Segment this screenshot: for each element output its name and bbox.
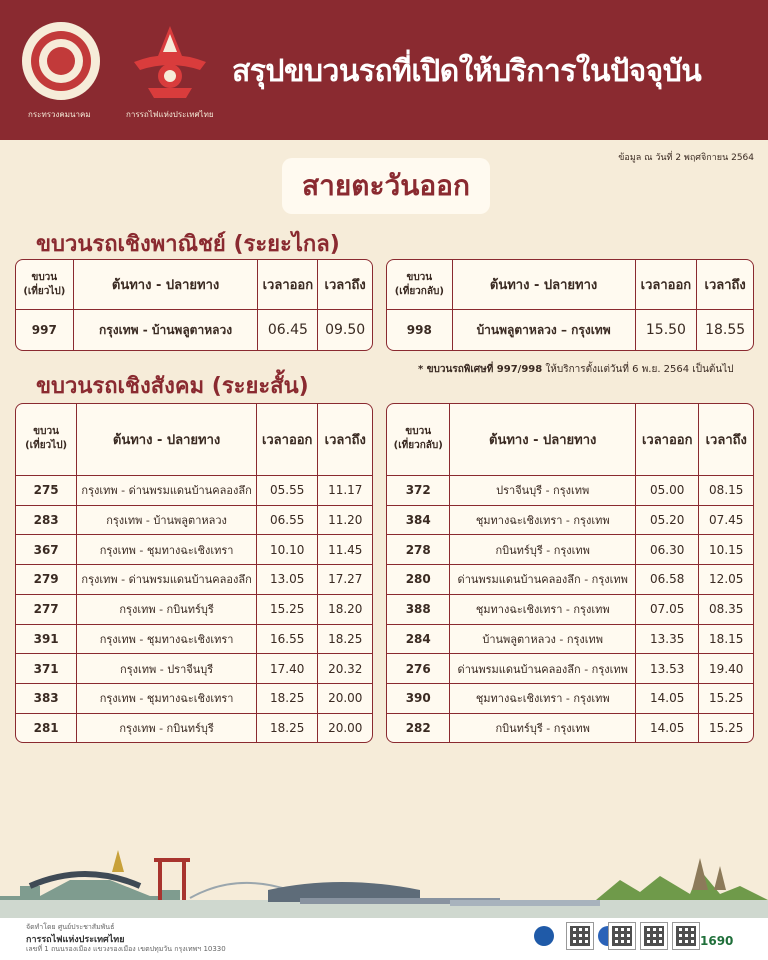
arrive-time: 18.15 [699, 625, 753, 655]
col-depart: เวลาออก [257, 404, 319, 476]
table-row [387, 535, 753, 565]
qr-code-icon [566, 922, 594, 950]
qr-code-icon [608, 922, 636, 950]
col-route: ต้นทาง - ปลายทาง [77, 404, 257, 476]
arrive-time: 11.45 [318, 535, 372, 565]
train-number: 998 [387, 310, 453, 350]
header-banner [0, 0, 768, 140]
arrive-time: 17.27 [318, 565, 372, 595]
train-number: 284 [387, 625, 450, 655]
long-distance-heading: ขบวนรถเชิงพาณิชย์ (ระยะไกล) [36, 232, 340, 257]
train-number: 278 [387, 535, 450, 565]
col-depart: เวลาออก [636, 260, 698, 310]
depart-time: 14.05 [636, 714, 700, 742]
arrive-time: 08.35 [699, 595, 753, 625]
table-row [16, 476, 372, 506]
route-cell: ชุมทางฉะเชิงเทรา - กรุงเทพ [450, 684, 635, 714]
qr-code-icon [672, 922, 700, 950]
depart-time: 10.10 [257, 535, 319, 565]
arrive-time: 18.20 [318, 595, 372, 625]
route-cell: กรุงเทพ - ด่านพรมแดนบ้านคลองลึก [77, 565, 257, 595]
table-row [387, 625, 753, 655]
route-cell: กรุงเทพ - กบินทร์บุรี [77, 595, 257, 625]
short-inbound-table [386, 403, 754, 743]
table-row [387, 714, 753, 742]
col-depart: เวลาออก [258, 260, 318, 310]
train-number: 367 [16, 535, 77, 565]
route-cell: กรุงเทพ - กบินทร์บุรี [77, 714, 257, 742]
col-arrive: เวลาถึง [697, 260, 753, 310]
table-row [16, 654, 372, 684]
city-skyline-illustration [0, 850, 768, 918]
train-number: 283 [16, 506, 77, 536]
route-cell: กรุงเทพ - บ้านพลูตาหลวง [77, 506, 257, 536]
long-inbound-table [386, 259, 754, 351]
depart-time: 06.58 [636, 565, 700, 595]
table-row [387, 654, 753, 684]
train-number: 280 [387, 565, 450, 595]
table-row [387, 310, 753, 350]
footer-address: เลขที่ 1 ถนนรองเมือง แขวงรองเมือง เขตปทุมวัน กรุงเทพฯ 10330 [26, 945, 226, 953]
srt-caption: การรถไฟแห่งประเทศไทย [126, 110, 214, 119]
route-cell: ด่านพรมแดนบ้านคลองลึก - กรุงเทพ [450, 654, 635, 684]
train-number: 279 [16, 565, 77, 595]
depart-time: 05.55 [257, 476, 319, 506]
arrive-time: 15.25 [699, 684, 753, 714]
depart-time: 05.00 [636, 476, 700, 506]
route-cell: บ้านพลูตาหลวง – กรุงเทพ [453, 310, 636, 350]
depart-time: 18.25 [257, 684, 319, 714]
depart-time: 13.53 [636, 654, 700, 684]
route-cell: กรุงเทพ - ชุมทางฉะเชิงเทรา [77, 625, 257, 655]
depart-time: 16.55 [257, 625, 319, 655]
route-cell: ปราจีนบุรี - กรุงเทพ [450, 476, 635, 506]
arrive-time: 15.25 [709, 720, 744, 735]
train-number: 372 [387, 476, 450, 506]
train-number: 997 [16, 310, 74, 350]
qr-code-icon [640, 922, 668, 950]
srt-logo [128, 22, 212, 104]
train-number: 390 [387, 684, 450, 714]
footer [0, 850, 768, 960]
route-cell: กรุงเทพ - ปราจีนบุรี [77, 654, 257, 684]
depart-time: 18.25 [257, 714, 319, 742]
short-outbound-table [15, 403, 373, 743]
depart-time: 07.05 [636, 595, 700, 625]
train-number: 388 [387, 595, 450, 625]
col-route: ต้นทาง - ปลายทาง [453, 260, 636, 310]
table-row [387, 595, 753, 625]
col-arrive: เวลาถึง [318, 260, 372, 310]
table-row [16, 684, 372, 714]
depart-time: 14.05 [636, 684, 700, 714]
table-row [16, 565, 372, 595]
train-number: 281 [16, 714, 77, 742]
route-cell: ชุมทางฉะเชิงเทรา - กรุงเทพ [450, 506, 635, 536]
arrive-time: 10.15 [699, 535, 753, 565]
table-row [16, 595, 372, 625]
page-title: สรุปขบวนรถที่เปิดให้บริการในปัจจุบัน [232, 54, 702, 89]
arrive-time: 20.00 [328, 720, 363, 735]
ministry-of-transport-logo [22, 22, 100, 100]
depart-time: 15.25 [257, 595, 319, 625]
train-number: 383 [16, 684, 77, 714]
table-row [16, 535, 372, 565]
footer-credit: จัดทำโดย ศูนย์ประชาสัมพันธ์ [26, 923, 115, 931]
train-number: 275 [16, 476, 77, 506]
arrive-time: 07.45 [699, 506, 753, 536]
table-row [387, 684, 753, 714]
data-date: ข้อมูล ณ วันที่ 2 พฤศจิกายน 2564 [618, 153, 754, 163]
short-distance-heading: ขบวนรถเชิงสังคม (ระยะสั้น) [36, 374, 309, 399]
long-outbound-table [15, 259, 373, 351]
train-number: 384 [387, 506, 450, 536]
table-row [16, 310, 372, 350]
table-row [387, 476, 753, 506]
depart-time: 06.55 [257, 506, 319, 536]
route-cell: ด่านพรมแดนบ้านคลองลึก - กรุงเทพ [450, 565, 635, 595]
arrive-time: 18.25 [318, 625, 372, 655]
depart-time: 05.20 [636, 506, 700, 536]
col-train-outbound: ขบวน (เที่ยวไป) [16, 404, 77, 476]
table-row [16, 506, 372, 536]
depart-time: 06.30 [636, 535, 700, 565]
arrive-time: 09.50 [325, 322, 366, 338]
col-train-outbound: ขบวน (เที่ยวไป) [16, 260, 74, 310]
table-row [16, 625, 372, 655]
col-arrive: เวลาถึง [318, 404, 372, 476]
col-train-inbound: ขบวน (เที่ยวกลับ) [387, 404, 450, 476]
route-cell: กบินทร์บุรี - กรุงเทพ [450, 714, 635, 742]
depart-time: 06.45 [258, 310, 318, 350]
arrive-time: 20.00 [318, 684, 372, 714]
route-name-badge: สายตะวันออก [282, 158, 490, 214]
arrive-time: 20.32 [318, 654, 372, 684]
route-cell: กรุงเทพ - ชุมทางฉะเชิงเทรา [77, 684, 257, 714]
col-route: ต้นทาง - ปลายทาง [450, 404, 635, 476]
arrive-time: 18.55 [705, 322, 746, 338]
arrive-time: 12.05 [699, 565, 753, 595]
table-row [387, 506, 753, 536]
route-cell: กรุงเทพ - ด่านพรมแดนบ้านคลองลึก [77, 476, 257, 506]
route-cell: กรุงเทพ - ชุมทางฉะเชิงเทรา [77, 535, 257, 565]
route-cell: ชุมทางฉะเชิงเทรา - กรุงเทพ [450, 595, 635, 625]
route-cell: กรุงเทพ - บ้านพลูตาหลวง [74, 310, 259, 350]
hotline-number: 1690 [700, 934, 734, 948]
route-cell: กบินทร์บุรี - กรุงเทพ [450, 535, 635, 565]
arrive-time: 11.17 [318, 476, 372, 506]
train-number: 282 [387, 714, 450, 742]
depart-time: 15.50 [636, 310, 698, 350]
app-icon [534, 926, 554, 946]
depart-time: 17.40 [257, 654, 319, 684]
col-arrive: เวลาถึง [699, 404, 753, 476]
table-row [16, 714, 372, 742]
col-route: ต้นทาง - ปลายทาง [74, 260, 259, 310]
ministry-caption: กระทรวงคมนาคม [28, 110, 91, 119]
arrive-time: 08.15 [699, 476, 753, 506]
depart-time: 13.05 [257, 565, 319, 595]
depart-time: 13.35 [636, 625, 700, 655]
arrive-time: 19.40 [699, 654, 753, 684]
col-depart: เวลาออก [636, 404, 700, 476]
special-train-note: * ขบวนรถพิเศษที่ 997/998 ให้บริการตั้งแต่วันที่ 6 พ.ย. 2564 เป็นต้นไป [418, 364, 734, 375]
col-train-inbound: ขบวน (เที่ยวกลับ) [387, 260, 453, 310]
train-number: 371 [16, 654, 77, 684]
footer-org: การรถไฟแห่งประเทศไทย [26, 935, 125, 945]
table-row [387, 565, 753, 595]
train-number: 276 [387, 654, 450, 684]
arrive-time: 11.20 [318, 506, 372, 536]
train-number: 391 [16, 625, 77, 655]
train-number: 277 [16, 595, 77, 625]
route-cell: บ้านพลูตาหลวง - กรุงเทพ [450, 625, 635, 655]
